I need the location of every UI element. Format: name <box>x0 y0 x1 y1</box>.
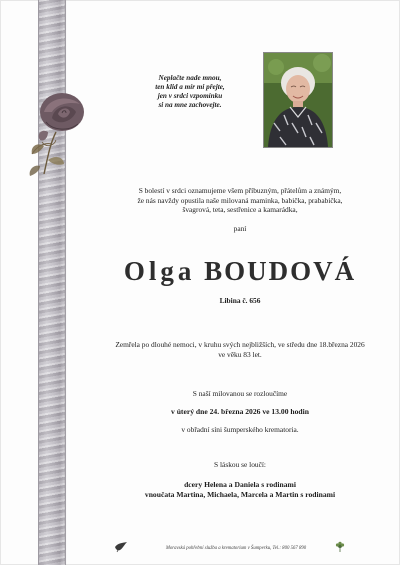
intro-text <box>100 186 380 215</box>
poem-line: Neplačte nade mnou, <box>158 74 222 82</box>
salutation: paní <box>233 224 247 233</box>
poem-line: jen v srdci vzpomínku <box>157 92 223 100</box>
intro-line: S bolestí v srdci oznamujeme všem příbuzným, přátelům a známým, <box>138 186 342 195</box>
flower-logo-icon <box>334 541 346 553</box>
poem <box>120 74 260 110</box>
mourners-line: vnoučata Martina, Michaela, Marcela a Martin s rodinami <box>144 490 336 499</box>
deceased-name <box>100 256 380 286</box>
ceremony-datetime: v úterý dne 24. března 2026 ve 13.00 hodin <box>171 407 309 416</box>
poem-line: ten klid a mír mi přejte, <box>155 83 225 91</box>
ceremony-location: v obřadní síni šumperského krematoria. <box>181 425 299 434</box>
poem-line: si na mne zachovejte. <box>158 101 222 109</box>
death-notice <box>100 340 380 359</box>
intro-line: švagrová, teta, sestřenice a kamarádka, <box>182 205 298 215</box>
mourners-line: dcery Helena a Daniela s rodinami <box>184 480 296 489</box>
death-line: Zemřela po dlouhé nemoci, v kruhu svých nejbližších, ve středu dne 18.března 2026 <box>115 340 365 349</box>
deceased-address: Libina č. 656 <box>219 296 261 305</box>
rose-decoration-icon <box>18 82 98 182</box>
mourners-list <box>100 480 380 500</box>
last-name: BOUDOVÁ <box>204 256 357 286</box>
death-line: ve věku 83 let. <box>218 349 262 359</box>
portrait-photo <box>263 52 333 148</box>
mourners-intro: S láskou se loučí: <box>214 460 266 469</box>
first-name: Olga <box>123 256 196 286</box>
funeral-service-footer: Moravská pohřební služba a krematorium v Šumperku, Tel.: 800 567 890 <box>165 546 307 551</box>
ceremony-intro: S naší milovanou se rozloučíme <box>192 389 288 398</box>
dove-logo-icon <box>114 541 128 553</box>
intro-line: že nás navždy opustila naše milovaná maminka, babička, prababička, <box>137 195 343 205</box>
